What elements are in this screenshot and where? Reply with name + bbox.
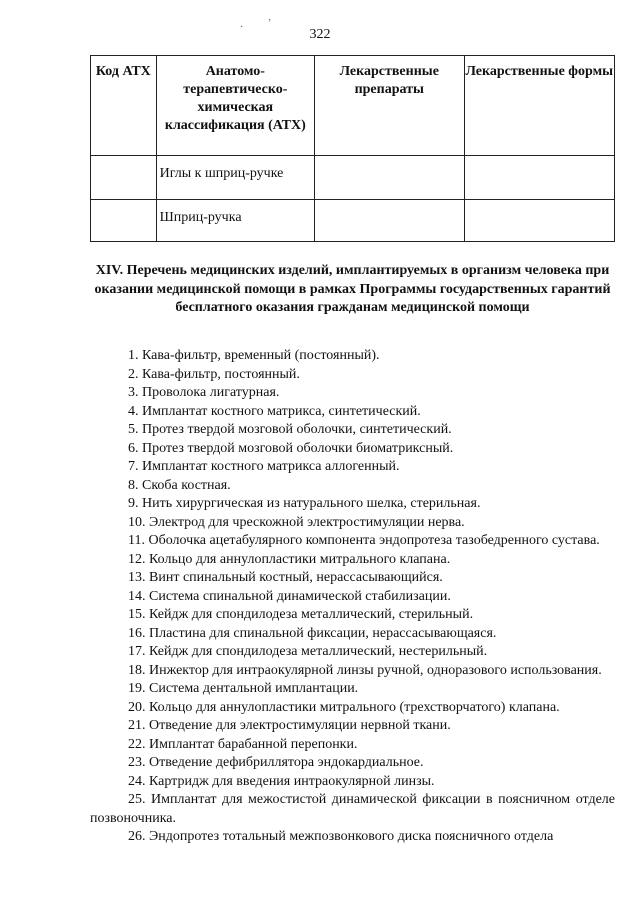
- list-item: 3. Проволока лигатурная.: [128, 385, 280, 400]
- scan-speck: ʼ: [268, 18, 272, 29]
- list-item: 6. Протез твердой мозговой оболочки биоматриксный.: [128, 440, 454, 456]
- scan-speck: ·: [240, 22, 244, 33]
- table-cell: [464, 156, 615, 200]
- list-item: 1. Кава-фильтр, временный (постоянный).: [128, 348, 380, 363]
- list-item: 11. Оболочка ацетабулярного компонента эндопротеза тазобедренного сустава.: [128, 533, 600, 548]
- table-cell: [91, 156, 157, 200]
- list-item: 12. Кольцо для аннулопластики митрального клапана.: [128, 551, 451, 567]
- list-item: 15. Кейдж для спондилодеза металлический, стерильный.: [128, 607, 474, 622]
- list-item: 5. Протез твердой мозговой оболочки, синтетический.: [128, 422, 452, 437]
- table-cell: [315, 156, 464, 200]
- table-row: [91, 156, 615, 200]
- list-item: 9. Нить хирургическая из натурального шелка, стерильная.: [128, 496, 481, 511]
- list-item: 21. Отведение для электростимуляции нервной ткани.: [128, 718, 451, 733]
- list-item: 26. Эндопротез тотальный межпозвонкового диска поясничного отдела: [128, 829, 554, 844]
- list-item: 14. Система спинальной динамической стабилизации.: [128, 588, 451, 604]
- list-item: 24. Картридж для введения интраокулярной линзы.: [128, 773, 435, 789]
- list-item: 19. Система дентальной имплантации.: [128, 681, 359, 696]
- atx-table: [90, 55, 615, 242]
- implant-list: [90, 347, 615, 847]
- header-atx-code: Код АТХ: [91, 56, 157, 156]
- list-item: 16. Пластина для спинальной фиксации, нерассасывающаяся.: [128, 625, 497, 641]
- list-item: 22. Имплантат барабанной перепонки.: [128, 736, 358, 752]
- list-item: 13. Винт спинальный костный, нерассасывающийся.: [128, 570, 443, 585]
- header-atx-classification: Анатомо-терапевтическо-химическая классификация (АТХ): [156, 56, 314, 156]
- list-item: 18. Инжектор для интраокулярной линзы ручной, одноразового использования.: [128, 662, 602, 678]
- table-cell: [464, 200, 615, 242]
- table-cell: [91, 200, 157, 242]
- list-item: 7. Имплантат костного матрикса аллогенный.: [128, 459, 400, 474]
- section-title: XIV. Перечень медицинских изделий, имплантируемых в организм человека при оказании медицинской помощи в рамках Программы государственных гарантий бесплатного оказания гражданам медицинской помощи: [94, 263, 611, 315]
- list-item: 17. Кейдж для спондилодеза металлический, нестерильный.: [128, 644, 488, 659]
- list-item: 20. Кольцо для аннулопластики митрального (трехстворчатого) клапана.: [128, 699, 560, 715]
- table-cell: [156, 156, 314, 200]
- list-item: 2. Кава-фильтр, постоянный.: [128, 366, 300, 382]
- cell-text: Шприц-ручка: [159, 210, 242, 225]
- header-dosage-forms: Лекарственные формы: [464, 56, 615, 156]
- list-item: 23. Отведение дефибриллятора эндокардиальное.: [128, 755, 424, 770]
- list-item: 4. Имплантат костного матрикса, синтетический.: [128, 403, 421, 419]
- table-cell: [156, 200, 314, 242]
- table-cell: [315, 200, 464, 242]
- list-item: 25. Имплантат для межостистой динамической фиксации в поясничном отделе позвоночника.: [90, 792, 615, 826]
- table-header-row: [91, 56, 615, 156]
- list-item: 10. Электрод для чрескожной электростимуляции нерва.: [128, 514, 465, 530]
- table-row: [91, 200, 615, 242]
- page-number: 322: [309, 27, 331, 42]
- header-drugs: Лекарственные препараты: [315, 56, 464, 156]
- cell-text: Иглы к шприц-ручке: [159, 166, 284, 181]
- list-item: 8. Скоба костная.: [128, 477, 231, 493]
